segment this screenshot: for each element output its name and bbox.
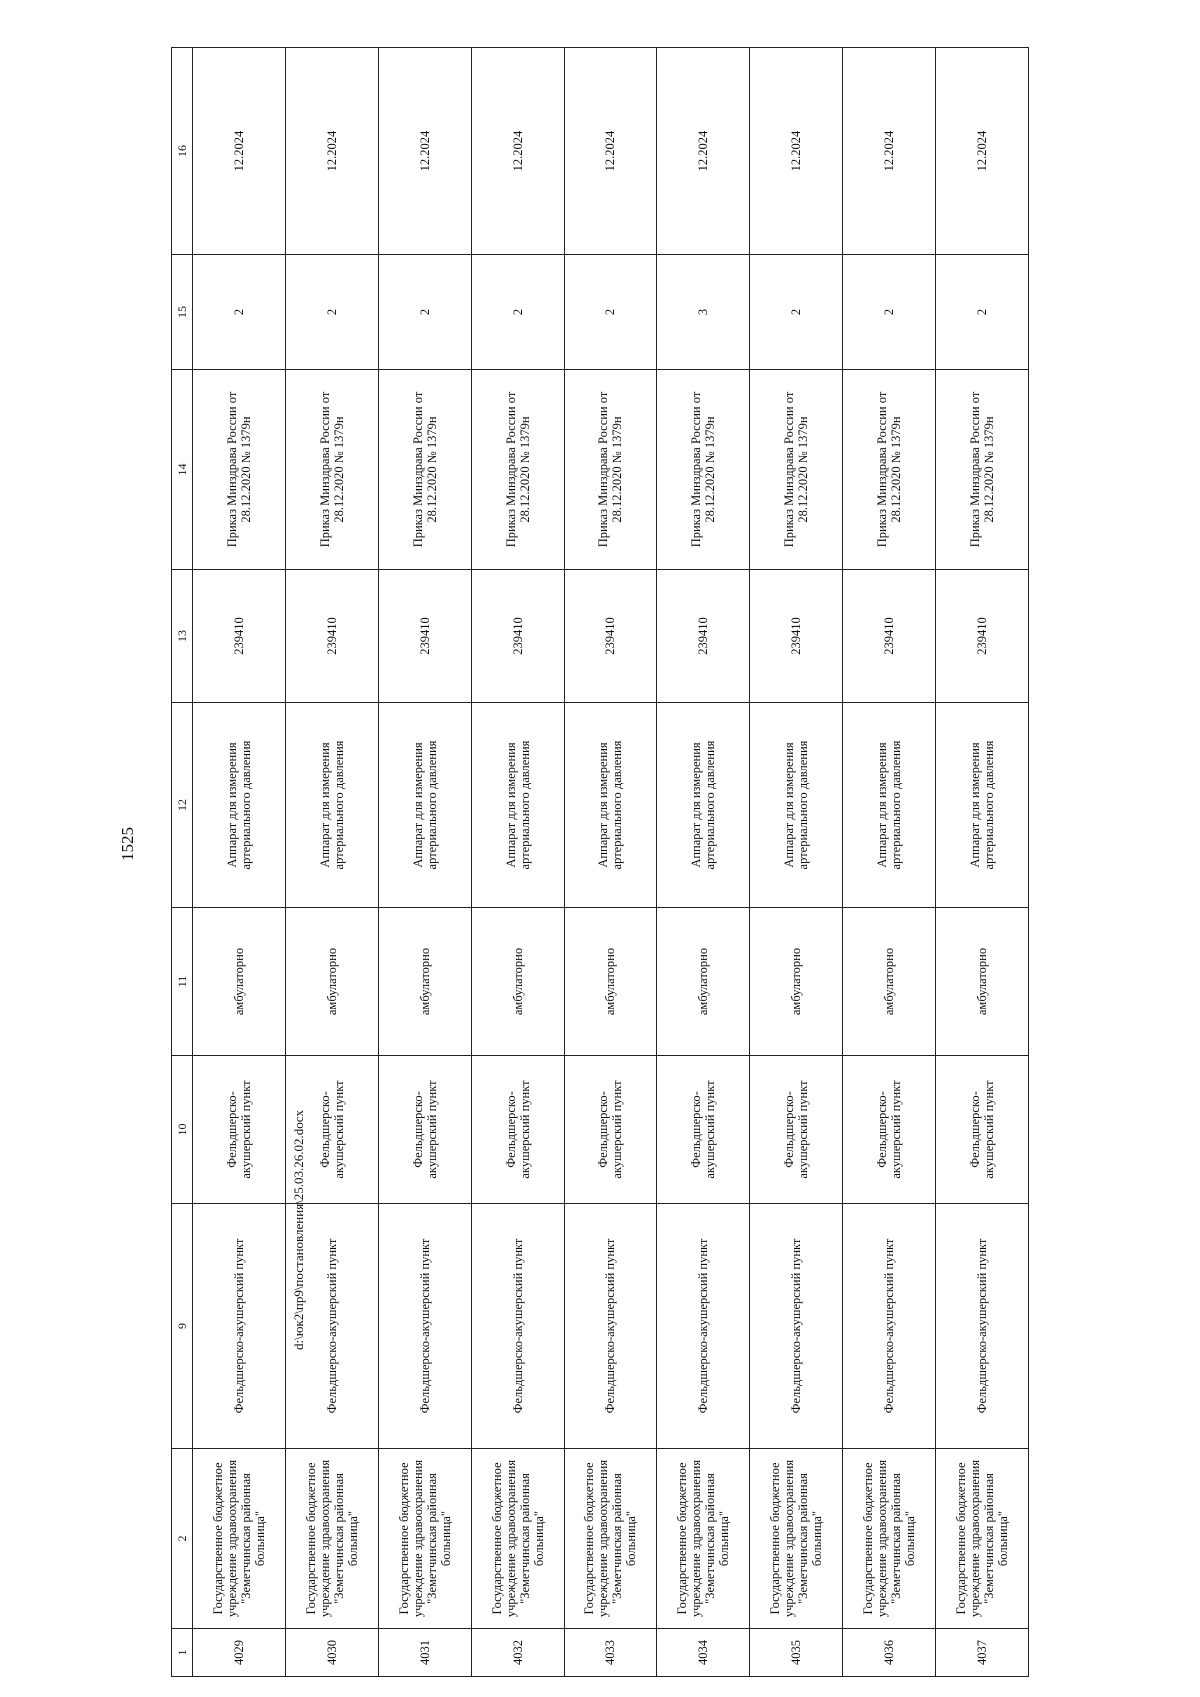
unit-type-cell: Фельдшерско-акушерский пункт <box>750 1056 843 1204</box>
subdivision-cell: Фельдшерско-акушерский пункт <box>843 1204 936 1449</box>
unit-type-cell: Фельдшерско-акушерский пункт <box>657 1056 750 1204</box>
equipment-code-cell: 239410 <box>750 570 843 703</box>
row-number-cell: 4029 <box>193 1629 286 1677</box>
date-cell: 12.2024 <box>471 48 564 255</box>
equipment-code-cell: 239410 <box>193 570 286 703</box>
unit-type-cell: Фельдшерско-акушерский пункт <box>471 1056 564 1204</box>
column-number-2: 2 <box>172 1449 193 1629</box>
subdivision-cell: Фельдшерско-акушерский пункт <box>564 1204 657 1449</box>
regulation-order-cell: Приказ Минздрава России от 28.12.2020 № 1379н <box>936 370 1029 570</box>
column-number-14: 14 <box>172 370 193 570</box>
equipment-name-cell: Аппарат для измерения артериального давления <box>471 703 564 908</box>
column-number-9: 9 <box>172 1204 193 1449</box>
unit-type-cell: Фельдшерско-акушерский пункт <box>843 1056 936 1204</box>
care-mode-cell: амбулаторно <box>657 908 750 1056</box>
table-row <box>843 48 936 1677</box>
regulation-order-cell: Приказ Минздрава России от 28.12.2020 № 1379н <box>285 370 378 570</box>
care-mode-cell: амбулаторно <box>378 908 471 1056</box>
equipment-name-cell: Аппарат для измерения артериального давления <box>285 703 378 908</box>
table-body <box>193 48 1029 1677</box>
quantity-cell: 2 <box>471 255 564 370</box>
column-number-13: 13 <box>172 570 193 703</box>
row-number-cell: 4032 <box>471 1629 564 1677</box>
equipment-code-cell: 239410 <box>285 570 378 703</box>
quantity-cell: 2 <box>193 255 286 370</box>
care-mode-cell: амбулаторно <box>193 908 286 1056</box>
equipment-name-cell: Аппарат для измерения артериального давления <box>193 703 286 908</box>
date-cell: 12.2024 <box>750 48 843 255</box>
equipment-code-cell: 239410 <box>657 570 750 703</box>
equipment-name-cell: Аппарат для измерения артериального давления <box>843 703 936 908</box>
equipment-code-cell: 239410 <box>936 570 1029 703</box>
equipment-name-cell: Аппарат для измерения артериального давления <box>657 703 750 908</box>
equipment-code-cell: 239410 <box>564 570 657 703</box>
care-mode-cell: амбулаторно <box>471 908 564 1056</box>
date-cell: 12.2024 <box>936 48 1029 255</box>
organization-cell: Государственное бюджетное учреждение здравоохранения "Земетчинская районная больница" <box>285 1449 378 1629</box>
subdivision-cell: Фельдшерско-акушерский пункт <box>471 1204 564 1449</box>
table-row <box>193 48 286 1677</box>
equipment-name-cell: Аппарат для измерения артериального давления <box>936 703 1029 908</box>
row-number-cell: 4033 <box>564 1629 657 1677</box>
organization-cell: Государственное бюджетное учреждение здравоохранения "Земетчинская районная больница" <box>193 1449 286 1629</box>
subdivision-cell: Фельдшерско-акушерский пункт <box>657 1204 750 1449</box>
regulation-order-cell: Приказ Минздрава России от 28.12.2020 № 1379н <box>378 370 471 570</box>
regulation-order-cell: Приказ Минздрава России от 28.12.2020 № 1379н <box>564 370 657 570</box>
date-cell: 12.2024 <box>843 48 936 255</box>
column-number-10: 10 <box>172 1056 193 1204</box>
unit-type-cell: Фельдшерско-акушерский пункт <box>193 1056 286 1204</box>
quantity-cell: 2 <box>564 255 657 370</box>
subdivision-cell: Фельдшерско-акушерский пункт <box>936 1204 1029 1449</box>
organization-cell: Государственное бюджетное учреждение здравоохранения "Земетчинская районная больница" <box>657 1449 750 1629</box>
column-number-1: 1 <box>172 1629 193 1677</box>
organization-cell: Государственное бюджетное учреждение здравоохранения "Земетчинская районная больница" <box>936 1449 1029 1629</box>
page-number: 1525 <box>118 827 137 861</box>
organization-cell: Государственное бюджетное учреждение здравоохранения "Земетчинская районная больница" <box>471 1449 564 1629</box>
organization-cell: Государственное бюджетное учреждение здравоохранения "Земетчинская районная больница" <box>564 1449 657 1629</box>
subdivision-cell: Фельдшерско-акушерский пункт <box>378 1204 471 1449</box>
header-row <box>172 48 193 1677</box>
row-number-cell: 4035 <box>750 1629 843 1677</box>
quantity-cell: 2 <box>285 255 378 370</box>
equipment-name-cell: Аппарат для измерения артериального давления <box>378 703 471 908</box>
quantity-cell: 2 <box>378 255 471 370</box>
row-number-cell: 4034 <box>657 1629 750 1677</box>
equipment-code-cell: 239410 <box>471 570 564 703</box>
date-cell: 12.2024 <box>378 48 471 255</box>
organization-cell: Государственное бюджетное учреждение здравоохранения "Земетчинская районная больница" <box>378 1449 471 1629</box>
subdivision-cell: Фельдшерско-акушерский пункт <box>750 1204 843 1449</box>
equipment-code-cell: 239410 <box>378 570 471 703</box>
row-number-cell: 4037 <box>936 1629 1029 1677</box>
table-row <box>750 48 843 1677</box>
equipment-code-cell: 239410 <box>843 570 936 703</box>
care-mode-cell: амбулаторно <box>843 908 936 1056</box>
column-number-11: 11 <box>172 908 193 1056</box>
table-row <box>564 48 657 1677</box>
quantity-cell: 3 <box>657 255 750 370</box>
care-mode-cell: амбулаторно <box>285 908 378 1056</box>
date-cell: 12.2024 <box>564 48 657 255</box>
row-number-cell: 4031 <box>378 1629 471 1677</box>
care-mode-cell: амбулаторно <box>564 908 657 1056</box>
organization-cell: Государственное бюджетное учреждение здравоохранения "Земетчинская районная больница" <box>843 1449 936 1629</box>
table-row <box>378 48 471 1677</box>
equipment-name-cell: Аппарат для измерения артериального давления <box>564 703 657 908</box>
column-number-15: 15 <box>172 255 193 370</box>
column-number-header <box>172 48 193 1677</box>
table-row <box>657 48 750 1677</box>
column-number-16: 16 <box>172 48 193 255</box>
regulation-order-cell: Приказ Минздрава России от 28.12.2020 № 1379н <box>750 370 843 570</box>
date-cell: 12.2024 <box>193 48 286 255</box>
quantity-cell: 2 <box>843 255 936 370</box>
rotated-table-sheet <box>171 48 1029 1677</box>
equipment-name-cell: Аппарат для измерения артериального давления <box>750 703 843 908</box>
organization-cell: Государственное бюджетное учреждение здравоохранения "Земетчинская районная больница" <box>750 1449 843 1629</box>
date-cell: 12.2024 <box>285 48 378 255</box>
subdivision-cell: Фельдшерско-акушерский пункт <box>193 1204 286 1449</box>
footer-file-path: d:\юк2\пр9\постановления\25.03.26.02.docx <box>291 1109 306 1350</box>
regulation-order-cell: Приказ Минздрава России от 28.12.2020 № 1379н <box>657 370 750 570</box>
quantity-cell: 2 <box>750 255 843 370</box>
regulation-order-cell: Приказ Минздрава России от 28.12.2020 № 1379н <box>193 370 286 570</box>
unit-type-cell: Фельдшерско-акушерский пункт <box>378 1056 471 1204</box>
regulation-order-cell: Приказ Минздрава России от 28.12.2020 № 1379н <box>843 370 936 570</box>
table-row <box>936 48 1029 1677</box>
care-mode-cell: амбулаторно <box>750 908 843 1056</box>
row-number-cell: 4030 <box>285 1629 378 1677</box>
table-row <box>285 48 378 1677</box>
row-number-cell: 4036 <box>843 1629 936 1677</box>
unit-type-cell: Фельдшерско-акушерский пункт <box>936 1056 1029 1204</box>
subdivision-cell: Фельдшерско-акушерский пункт <box>285 1204 378 1449</box>
table-row <box>471 48 564 1677</box>
quantity-cell: 2 <box>936 255 1029 370</box>
column-number-12: 12 <box>172 703 193 908</box>
unit-type-cell: Фельдшерско-акушерский пункт <box>564 1056 657 1204</box>
care-mode-cell: амбулаторно <box>936 908 1029 1056</box>
date-cell: 12.2024 <box>657 48 750 255</box>
regulation-order-cell: Приказ Минздрава России от 28.12.2020 № 1379н <box>471 370 564 570</box>
unit-type-cell: Фельдшерско-акушерский пункт <box>285 1056 378 1204</box>
equipment-register-table <box>171 47 1029 1677</box>
